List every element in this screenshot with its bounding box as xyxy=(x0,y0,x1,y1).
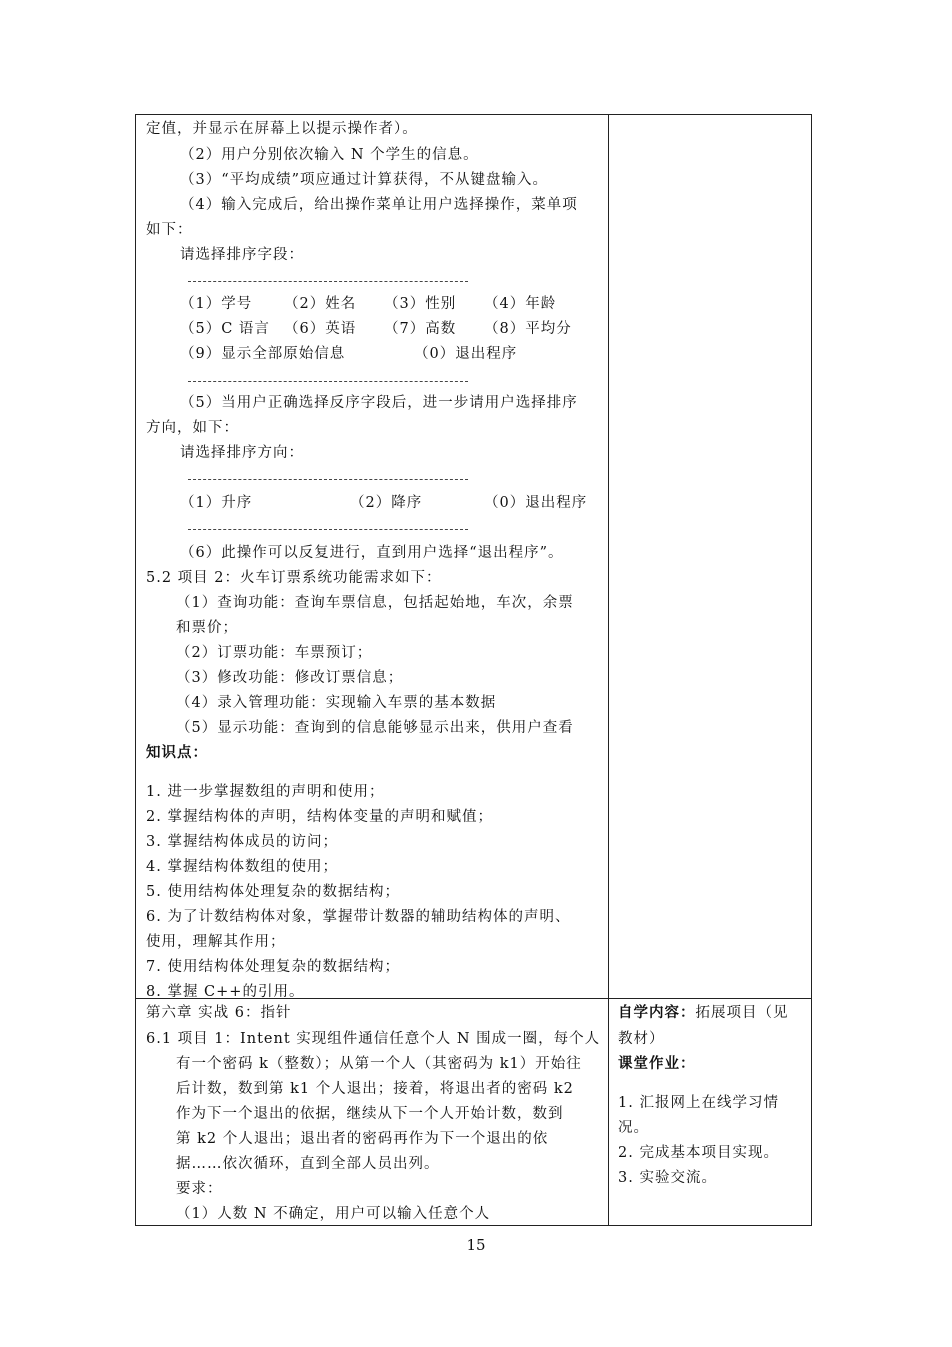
knowledge-point: 4. 掌握结构体数组的使用； xyxy=(146,859,338,875)
self-study-label: 自学内容： xyxy=(618,1004,696,1021)
para-line: （6）此操作可以反复进行，直到用户选择“退出程序”。 xyxy=(180,545,564,561)
lesson-table xyxy=(135,114,812,1226)
menu-separator xyxy=(188,281,468,282)
homework-item: 3. 实验交流。 xyxy=(618,1170,717,1186)
knowledge-point: 7. 使用结构体处理复杂的数据结构； xyxy=(146,959,400,975)
para-line: 作为下一个退出的依据，继续从下一个人开始计数，数到 xyxy=(176,1106,564,1122)
menu-title: 请选择排序字段： xyxy=(180,247,304,263)
menu-option: （4）年龄 xyxy=(484,296,557,312)
menu-option: （3）性别 xyxy=(384,296,457,312)
menu-title: 请选择排序方向： xyxy=(180,445,304,461)
self-study-line xyxy=(618,1003,789,1023)
menu-option: （9）显示全部原始信息 xyxy=(180,346,346,362)
menu-separator xyxy=(188,479,468,480)
knowledge-points-title: 知识点： xyxy=(146,744,208,761)
para-line: （3）“平均成绩”项应通过计算获得，不从键盘输入。 xyxy=(180,172,549,188)
para-line: 据……依次循环，直到全部人员出列。 xyxy=(176,1156,440,1172)
para-line: 有一个密码 k（整数）；从第一个人（其密码为 k1）开始往 xyxy=(176,1056,582,1072)
knowledge-point: 3. 掌握结构体成员的访问； xyxy=(146,834,338,850)
para-line: （5）当用户正确选择反序字段后，进一步请用户选择排序 xyxy=(180,395,578,411)
para-line: 方向，如下： xyxy=(146,420,239,436)
knowledge-point: 8. 掌握 C++的引用。 xyxy=(146,984,305,1000)
para-line: （1）查询功能：查询车票信息，包括起始地，车次，余票 xyxy=(176,595,574,611)
para-line: （4）输入完成后，给出操作菜单让用户选择操作，菜单项 xyxy=(180,197,578,213)
menu-option: （5）C 语言 xyxy=(180,321,270,337)
self-study-text: 拓展项目（见 xyxy=(695,1005,789,1021)
homework-item: 2. 完成基本项目实现。 xyxy=(618,1145,779,1161)
chapter-title: 第六章 实战 6：指针 xyxy=(146,1005,292,1021)
para-line: （5）显示功能：查询到的信息能够显示出来，供用户查看 xyxy=(176,720,574,736)
menu-option: （1）学号 xyxy=(180,296,253,312)
knowledge-point: 使用，理解其作用； xyxy=(146,934,286,950)
knowledge-point: 1. 进一步掌握数组的声明和使用； xyxy=(146,784,385,800)
menu-option: （2）降序 xyxy=(350,495,423,511)
para-line: 如下： xyxy=(146,222,193,238)
knowledge-point: 2. 掌握结构体的声明，结构体变量的声明和赋值； xyxy=(146,809,493,825)
knowledge-point: 5. 使用结构体处理复杂的数据结构； xyxy=(146,884,400,900)
menu-option: （2）姓名 xyxy=(284,296,357,312)
para-line: 6.1 项目 1：Intent 实现组件通信任意个人 N 围成一圈，每个人 xyxy=(146,1031,601,1047)
para-line: （3）修改功能：修改订票信息； xyxy=(176,670,404,686)
para-line: （2）用户分别依次输入 N 个学生的信息。 xyxy=(180,147,479,163)
para-line: （4）录入管理功能：实现输入车票的基本数据 xyxy=(176,695,497,711)
homework-item: 况。 xyxy=(618,1120,649,1136)
menu-option: （0）退出程序 xyxy=(414,346,518,362)
para-line: 和票价； xyxy=(176,620,238,636)
para-line: 定值，并显示在屏幕上以提示操作者）。 xyxy=(146,121,418,137)
section-heading: 5.2 项目 2：火车订票系统功能需求如下： xyxy=(146,570,442,586)
para-line: 第 k2 个人退出；退出者的密码再作为下一个退出的依 xyxy=(176,1131,549,1147)
bottom-left-cell xyxy=(146,1003,606,1225)
para-line: （2）订票功能：车票预订； xyxy=(176,645,373,661)
menu-option: （1）升序 xyxy=(180,495,253,511)
homework-item: 1. 汇报网上在线学习情 xyxy=(618,1095,779,1111)
page-number: 15 xyxy=(466,1236,486,1254)
para-line: 要求： xyxy=(176,1181,223,1197)
menu-separator xyxy=(188,529,468,530)
knowledge-point: 6. 为了计数结构体对象，掌握带计数器的辅助结构体的声明、 xyxy=(146,909,571,925)
menu-separator xyxy=(188,381,468,382)
top-left-cell xyxy=(146,119,606,1000)
menu-option: （7）高数 xyxy=(384,321,457,337)
para-line: 后计数，数到第 k1 个人退出；接着，将退出者的密码 k2 xyxy=(176,1081,574,1097)
menu-option: （0）退出程序 xyxy=(484,495,588,511)
self-study-text-cont: 教材） xyxy=(618,1031,665,1047)
bottom-right-cell xyxy=(618,1003,808,1225)
menu-option: （6）英语 xyxy=(284,321,357,337)
para-line: （1）人数 N 不确定，用户可以输入任意个人 xyxy=(176,1206,491,1222)
column-divider xyxy=(608,115,609,1225)
menu-option: （8）平均分 xyxy=(484,321,572,337)
homework-label: 课堂作业： xyxy=(618,1055,696,1072)
